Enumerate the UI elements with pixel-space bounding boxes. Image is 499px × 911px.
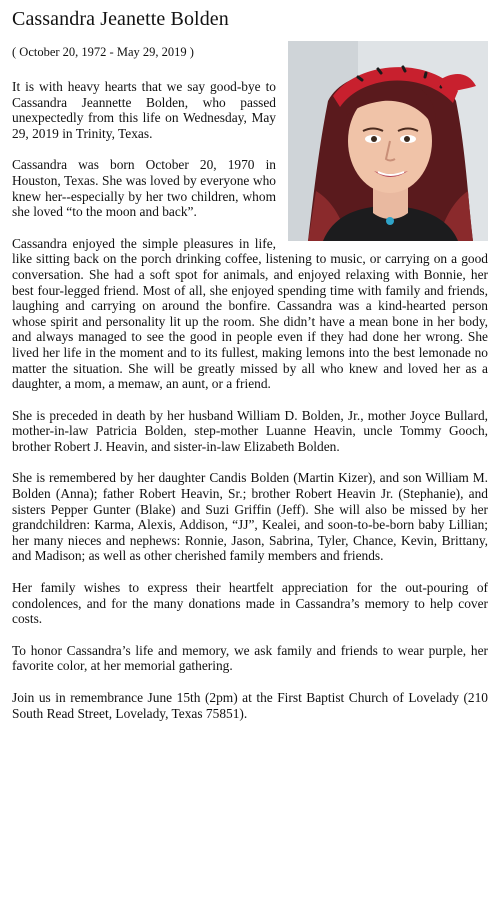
obituary-page: [12, 6, 488, 737]
paragraph-survivors: She is remembered by her daughter Candis Bolden (Martin Kizer), and son William M. Bolden (Anna); father Robert Heavin, Sr.; brother Robert Heavin Jr. (Stephanie), and sisters Pepper Gunter (Blake) and Suzi Griffin (Jeff). She will also be missed by her grandchildren: Karma, Alexis, Addison, “JJ”, Kealei, and soon-to-be-born baby Lillian; her many nieces and nephews: Ronnie, Jason, Sabrina, Tyler, Chance, Kevin, Brittany, and Madison; as well as other cherished family members and friends.: [12, 470, 488, 564]
paragraph-intro: It is with heavy hearts that we say good-bye to Cassandra Jeannette Bolden, who passed unexpectedly from this life on Wednesday, May 29, 2019 in Trinity, Texas.: [12, 79, 276, 141]
paragraph-life: Cassandra enjoyed the simple pleasures in life, like sitting back on the porch drinking coffee, listening to music, or carrying on a good conversation. She had a soft spot for animals, and enjoyed relaxing with Bonnie, her best four-legged friend. Most of all, she enjoyed spending time with family and friends, laughing and carrying on around the bonfire. Cassandra was a kind-hearted person whose spirit and personality lit up the room. She didn’t have a mean bone in her body, and always managed to see the good in people even if they had done her wrong. She lived her life in the moment and to its fullest, making lemons into the best lemonade no matter the situation. She will be greatly missed by all who knew and loved her as a daughter, a mom, a memaw, an aunt, or a friend.: [12, 235, 488, 392]
obituary-name: Cassandra Jeanette Bolden: [12, 8, 229, 30]
paragraph-birth: Cassandra was born October 20, 1970 in Houston, Texas. She was loved by everyone who knew her--especially by her two children, whom she loved “to the moon and back”.: [12, 157, 276, 220]
obituary-dates: ( October 20, 1972 - May 29, 2019 ): [12, 45, 194, 59]
paragraph-honor: To honor Cassandra’s life and memory, we ask family and friends to wear purple, her favorite color, at her memorial gathering.: [12, 642, 488, 674]
paragraph-memorial: Join us in remembrance June 15th (2pm) at the First Baptist Church of Lovelady (210 South Read Street, Lovelady, Texas 75851).: [12, 690, 488, 721]
paragraph-appreciation: Her family wishes to express their heartfelt appreciation for the out-pouring of condolences, and for the many donations made in Cassandra’s memory to help cover costs.: [12, 580, 488, 627]
paragraph-preceded: She is preceded in death by her husband William D. Bolden, Jr., mother Joyce Bullard, mother-in-law Patricia Bolden, step-mother Luanne Heavin, uncle Tommy Gooch, brother Robert J. Heavin, and sister-in-law Elizabeth Bolden.: [12, 407, 488, 454]
portrait-illustration: [288, 41, 488, 241]
portrait-photo: [288, 41, 488, 241]
